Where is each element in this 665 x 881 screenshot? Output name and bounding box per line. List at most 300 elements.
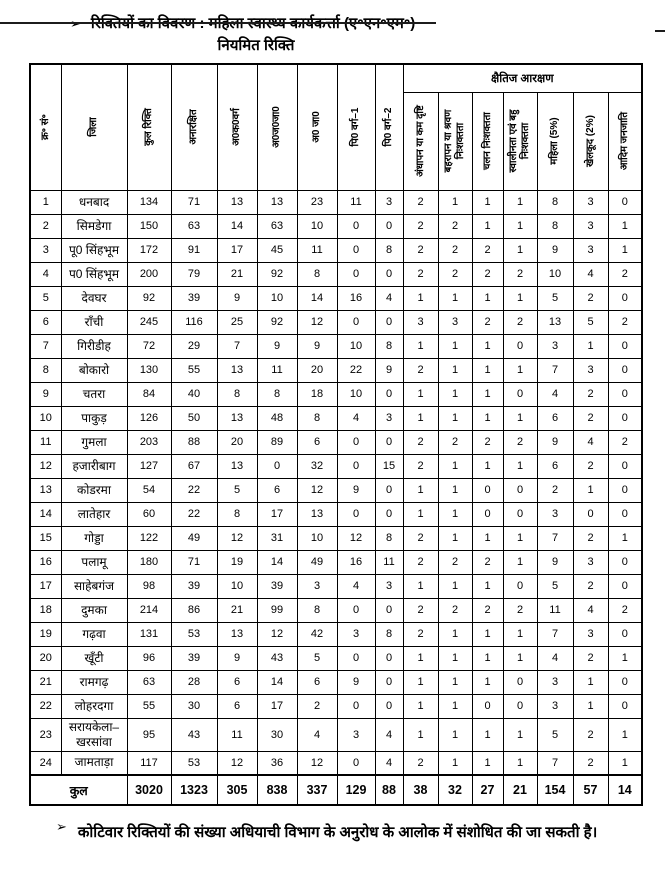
cell-value: 0 — [375, 502, 403, 526]
cell-value: 8 — [297, 406, 337, 430]
header-blindness-low-vision-label: अंधापन या कम दृष्टि — [414, 105, 426, 177]
cell-value: 1 — [438, 670, 472, 694]
cell-value: 11 — [217, 718, 257, 751]
cell-value: 0 — [375, 214, 403, 238]
cell-value: 116 — [171, 310, 217, 334]
cell-value: 126 — [127, 406, 171, 430]
cell-value: 1 — [503, 718, 537, 751]
header-women-5-percent — [537, 92, 573, 190]
cell-value: 131 — [127, 622, 171, 646]
cell-value: 0 — [337, 262, 375, 286]
cell-value: 18 — [297, 382, 337, 406]
cell-value: 2 — [503, 598, 537, 622]
cell-value: 10 — [297, 214, 337, 238]
cell-value: 2 — [297, 694, 337, 718]
cell-value: 2 — [403, 238, 438, 262]
header-backward-class-1 — [337, 64, 375, 190]
cell-value: 1 — [472, 622, 503, 646]
cell-value: 2 — [503, 310, 537, 334]
header-autism-multiple-disability — [503, 92, 537, 190]
header-deaf-hearing-disability-label: बहरापन या श्रवण निःशक्तता — [443, 109, 466, 173]
cell-value: 21 — [217, 262, 257, 286]
cell-value: 1 — [503, 190, 537, 214]
cell-district: राँची — [61, 310, 127, 334]
cell-value: 1 — [403, 646, 438, 670]
cell-value: 7 — [537, 526, 573, 550]
cell-value: 172 — [127, 238, 171, 262]
cell-value: 1 — [438, 382, 472, 406]
cell-value: 1 — [472, 334, 503, 358]
scan-artifact-line — [655, 30, 665, 32]
cell-value: 130 — [127, 358, 171, 382]
cell-serial: 9 — [30, 382, 61, 406]
cell-value: 92 — [127, 286, 171, 310]
cell-value: 22 — [171, 502, 217, 526]
total-value: 154 — [537, 775, 573, 805]
cell-value: 5 — [217, 478, 257, 502]
cell-value: 1 — [503, 286, 537, 310]
cell-value: 1 — [472, 406, 503, 430]
cell-value: 2 — [608, 430, 642, 454]
cell-value: 2 — [537, 478, 573, 502]
cell-value: 9 — [375, 358, 403, 382]
cell-value: 2 — [573, 574, 608, 598]
cell-district: प0 सिंहभूम — [61, 262, 127, 286]
cell-value: 88 — [171, 430, 217, 454]
arrow-bullet-icon — [70, 16, 81, 32]
cell-value: 16 — [337, 286, 375, 310]
cell-serial: 10 — [30, 406, 61, 430]
cell-value: 1 — [403, 574, 438, 598]
cell-value: 2 — [608, 598, 642, 622]
cell-serial: 19 — [30, 622, 61, 646]
table-row — [30, 502, 642, 526]
cell-value: 203 — [127, 430, 171, 454]
cell-value: 0 — [608, 502, 642, 526]
cell-value: 0 — [608, 574, 642, 598]
cell-serial: 6 — [30, 310, 61, 334]
cell-serial: 5 — [30, 286, 61, 310]
cell-value: 117 — [127, 751, 171, 775]
cell-district: धनबाद — [61, 190, 127, 214]
cell-value: 0 — [503, 574, 537, 598]
cell-value: 2 — [573, 751, 608, 775]
table-row — [30, 214, 642, 238]
cell-value: 2 — [438, 262, 472, 286]
cell-value: 1 — [472, 670, 503, 694]
cell-value: 1 — [438, 574, 472, 598]
cell-district: बोकारो — [61, 358, 127, 382]
cell-district: पलामू — [61, 550, 127, 574]
table-header — [30, 64, 642, 190]
cell-value: 30 — [257, 718, 297, 751]
cell-value: 11 — [537, 598, 573, 622]
cell-value: 1 — [573, 694, 608, 718]
cell-serial: 2 — [30, 214, 61, 238]
cell-value: 2 — [472, 238, 503, 262]
cell-value: 8 — [217, 382, 257, 406]
footer-text: कोटिवार रिक्तियों की संख्या अधियाची विभाग के अनुरोध के आलोक में संशोधित की जा सकती है। — [77, 824, 598, 841]
cell-value: 0 — [337, 694, 375, 718]
cell-value: 1 — [573, 334, 608, 358]
cell-serial: 13 — [30, 478, 61, 502]
cell-value: 1 — [438, 502, 472, 526]
cell-value: 3 — [537, 694, 573, 718]
cell-value: 4 — [375, 286, 403, 310]
cell-value: 0 — [337, 598, 375, 622]
cell-value: 22 — [171, 478, 217, 502]
cell-district: लोहरदगा — [61, 694, 127, 718]
cell-value: 1 — [403, 694, 438, 718]
cell-value: 0 — [608, 550, 642, 574]
cell-value: 89 — [257, 430, 297, 454]
cell-district: खूँटी — [61, 646, 127, 670]
table-row — [30, 478, 642, 502]
cell-value: 1 — [608, 238, 642, 262]
cell-value: 0 — [375, 262, 403, 286]
cell-value: 2 — [608, 310, 642, 334]
cell-value: 1 — [503, 406, 537, 430]
table-row — [30, 358, 642, 382]
cell-value: 39 — [171, 574, 217, 598]
cell-value: 180 — [127, 550, 171, 574]
cell-value: 22 — [337, 358, 375, 382]
cell-value: 1 — [573, 478, 608, 502]
cell-district: कोडरमा — [61, 478, 127, 502]
cell-value: 2 — [403, 454, 438, 478]
cell-value: 17 — [257, 694, 297, 718]
cell-value: 14 — [257, 550, 297, 574]
cell-value: 21 — [217, 598, 257, 622]
cell-value: 8 — [375, 526, 403, 550]
cell-value: 3 — [337, 718, 375, 751]
cell-value: 3 — [537, 334, 573, 358]
cell-value: 0 — [573, 502, 608, 526]
cell-value: 8 — [375, 238, 403, 262]
cell-value: 16 — [337, 550, 375, 574]
cell-value: 7 — [537, 358, 573, 382]
header-locomotor-disability — [472, 92, 503, 190]
cell-value: 4 — [375, 751, 403, 775]
cell-value: 0 — [608, 670, 642, 694]
cell-value: 12 — [257, 622, 297, 646]
total-value: 21 — [503, 775, 537, 805]
header-unreserved — [171, 64, 217, 190]
header-primitive-tribe — [608, 92, 642, 190]
cell-value: 55 — [171, 358, 217, 382]
cell-serial: 4 — [30, 262, 61, 286]
table-row — [30, 598, 642, 622]
cell-value: 2 — [503, 262, 537, 286]
cell-value: 2 — [472, 430, 503, 454]
cell-value: 1 — [503, 214, 537, 238]
cell-value: 25 — [217, 310, 257, 334]
cell-value: 1 — [438, 478, 472, 502]
cell-value: 12 — [217, 526, 257, 550]
cell-value: 11 — [297, 238, 337, 262]
cell-value: 1 — [503, 622, 537, 646]
cell-value: 1 — [403, 670, 438, 694]
cell-value: 1 — [503, 751, 537, 775]
cell-value: 4 — [573, 430, 608, 454]
cell-value: 48 — [257, 406, 297, 430]
header-backward-class-2-label: पि0 वर्ग–2 — [383, 107, 394, 147]
cell-value: 49 — [297, 550, 337, 574]
cell-value: 1 — [403, 286, 438, 310]
cell-value: 0 — [608, 694, 642, 718]
cell-value: 0 — [608, 358, 642, 382]
cell-value: 0 — [608, 478, 642, 502]
cell-value: 0 — [337, 646, 375, 670]
cell-value: 2 — [403, 262, 438, 286]
cell-value: 1 — [472, 190, 503, 214]
cell-value: 60 — [127, 502, 171, 526]
header-total-vacancy — [127, 64, 171, 190]
cell-value: 2 — [472, 550, 503, 574]
cell-value: 150 — [127, 214, 171, 238]
cell-value: 0 — [337, 502, 375, 526]
cell-value: 9 — [537, 238, 573, 262]
cell-value: 1 — [403, 334, 438, 358]
cell-value: 3 — [573, 358, 608, 382]
cell-value: 1 — [472, 286, 503, 310]
cell-value: 14 — [297, 286, 337, 310]
cell-value: 63 — [127, 670, 171, 694]
cell-value: 30 — [171, 694, 217, 718]
cell-value: 0 — [337, 430, 375, 454]
cell-value: 2 — [403, 430, 438, 454]
cell-value: 91 — [171, 238, 217, 262]
cell-serial: 16 — [30, 550, 61, 574]
cell-value: 245 — [127, 310, 171, 334]
table-row — [30, 406, 642, 430]
page-subtitle: नियमित रिक्ति — [217, 37, 295, 54]
cell-value: 71 — [171, 550, 217, 574]
cell-district: पाकुड़ — [61, 406, 127, 430]
cell-value: 2 — [438, 598, 472, 622]
cell-value: 9 — [337, 478, 375, 502]
table-row — [30, 310, 642, 334]
cell-value: 55 — [127, 694, 171, 718]
scan-artifact-line — [0, 22, 436, 24]
cell-value: 3 — [403, 310, 438, 334]
arrow-bullet-icon: ➢ — [56, 819, 67, 834]
cell-serial: 22 — [30, 694, 61, 718]
cell-value: 134 — [127, 190, 171, 214]
cell-value: 39 — [257, 574, 297, 598]
cell-value: 43 — [257, 646, 297, 670]
cell-value: 4 — [375, 718, 403, 751]
table-row — [30, 286, 642, 310]
cell-value: 2 — [573, 718, 608, 751]
total-value: 38 — [403, 775, 438, 805]
cell-value: 1 — [472, 718, 503, 751]
cell-value: 3 — [573, 238, 608, 262]
cell-value: 2 — [503, 430, 537, 454]
cell-district: पू0 सिंहभूम — [61, 238, 127, 262]
cell-value: 2 — [403, 190, 438, 214]
cell-value: 1 — [438, 358, 472, 382]
cell-serial: 18 — [30, 598, 61, 622]
cell-value: 2 — [573, 526, 608, 550]
cell-value: 32 — [297, 454, 337, 478]
cell-value: 1 — [403, 382, 438, 406]
cell-value: 2 — [403, 550, 438, 574]
cell-value: 8 — [537, 214, 573, 238]
cell-value: 71 — [171, 190, 217, 214]
cell-value: 95 — [127, 718, 171, 751]
cell-district: चतरा — [61, 382, 127, 406]
cell-value: 0 — [503, 694, 537, 718]
cell-value: 96 — [127, 646, 171, 670]
cell-value: 14 — [217, 214, 257, 238]
cell-value: 67 — [171, 454, 217, 478]
header-primitive-tribe-label: आदिम जनजाति — [618, 111, 630, 171]
cell-value: 1 — [403, 478, 438, 502]
cell-value: 2 — [438, 550, 472, 574]
cell-value: 9 — [217, 646, 257, 670]
cell-value: 10 — [217, 574, 257, 598]
cell-value: 10 — [257, 286, 297, 310]
cell-value: 4 — [573, 262, 608, 286]
cell-serial: 7 — [30, 334, 61, 358]
total-value: 57 — [573, 775, 608, 805]
cell-value: 0 — [375, 694, 403, 718]
cell-value: 2 — [403, 214, 438, 238]
cell-value: 1 — [472, 382, 503, 406]
cell-value: 79 — [171, 262, 217, 286]
cell-value: 10 — [337, 382, 375, 406]
header-backward-class-2 — [375, 64, 403, 190]
cell-value: 1 — [503, 550, 537, 574]
total-value: 14 — [608, 775, 642, 805]
cell-value: 13 — [217, 406, 257, 430]
cell-district: गुमला — [61, 430, 127, 454]
cell-value: 8 — [297, 598, 337, 622]
cell-value: 1 — [438, 718, 472, 751]
header-deaf-hearing-disability — [438, 92, 472, 190]
table-footer — [30, 775, 642, 805]
cell-value: 63 — [171, 214, 217, 238]
header-serial-number — [30, 64, 61, 190]
cell-value: 49 — [171, 526, 217, 550]
cell-value: 8 — [375, 334, 403, 358]
cell-value: 28 — [171, 670, 217, 694]
cell-value: 0 — [472, 502, 503, 526]
cell-value: 5 — [537, 574, 573, 598]
table-row — [30, 454, 642, 478]
cell-serial: 17 — [30, 574, 61, 598]
cell-value: 1 — [438, 454, 472, 478]
header-women-5-percent-label: महिला (5%) — [549, 117, 560, 165]
cell-value: 1 — [403, 406, 438, 430]
cell-value: 2 — [403, 598, 438, 622]
cell-value: 0 — [503, 382, 537, 406]
cell-value: 2 — [438, 430, 472, 454]
cell-value: 40 — [171, 382, 217, 406]
header-scheduled-tribe-label: अ0ज0जा0 — [271, 106, 282, 149]
cell-value: 2 — [403, 622, 438, 646]
cell-value: 1 — [608, 751, 642, 775]
cell-value: 17 — [217, 238, 257, 262]
table-row — [30, 382, 642, 406]
cell-value: 19 — [217, 550, 257, 574]
cell-value: 86 — [171, 598, 217, 622]
cell-value: 1 — [438, 694, 472, 718]
table-row — [30, 550, 642, 574]
total-label: कुल — [30, 775, 127, 805]
cell-value: 1 — [403, 502, 438, 526]
cell-value: 7 — [537, 751, 573, 775]
cell-value: 2 — [472, 310, 503, 334]
header-ews-category — [217, 64, 257, 190]
cell-district: सरायकेला–खरसांवा — [61, 718, 127, 751]
cell-value: 1 — [608, 526, 642, 550]
cell-value: 31 — [257, 526, 297, 550]
scanned-document-page — [0, 13, 665, 848]
cell-value: 2 — [573, 406, 608, 430]
header-district — [61, 64, 127, 190]
cell-value: 0 — [608, 406, 642, 430]
cell-district: गढ़वा — [61, 622, 127, 646]
cell-value: 0 — [608, 190, 642, 214]
cell-serial: 15 — [30, 526, 61, 550]
total-value: 337 — [297, 775, 337, 805]
header-horizontal-reservation-group: क्षैतिज आरक्षण — [403, 64, 642, 92]
cell-value: 9 — [217, 286, 257, 310]
cell-value: 17 — [257, 502, 297, 526]
cell-value: 23 — [297, 190, 337, 214]
cell-value: 1 — [438, 751, 472, 775]
cell-value: 12 — [217, 751, 257, 775]
total-value: 27 — [472, 775, 503, 805]
cell-value: 5 — [537, 286, 573, 310]
cell-value: 1 — [503, 646, 537, 670]
cell-value: 4 — [573, 598, 608, 622]
cell-district: गोड्डा — [61, 526, 127, 550]
table-row — [30, 751, 642, 775]
cell-value: 1 — [438, 526, 472, 550]
cell-value: 36 — [257, 751, 297, 775]
cell-value: 3 — [375, 574, 403, 598]
cell-value: 1 — [503, 238, 537, 262]
header-unreserved-label: अनारक्षित — [188, 109, 199, 145]
cell-value: 0 — [337, 238, 375, 262]
cell-value: 214 — [127, 598, 171, 622]
table-row — [30, 574, 642, 598]
total-value: 32 — [438, 775, 472, 805]
cell-serial: 1 — [30, 190, 61, 214]
cell-value: 45 — [257, 238, 297, 262]
cell-value: 50 — [171, 406, 217, 430]
cell-value: 0 — [375, 670, 403, 694]
cell-value: 1 — [438, 646, 472, 670]
cell-value: 20 — [217, 430, 257, 454]
cell-district: गिरीडीह — [61, 334, 127, 358]
table-row — [30, 718, 642, 751]
cell-value: 9 — [537, 430, 573, 454]
cell-value: 11 — [375, 550, 403, 574]
cell-value: 53 — [171, 751, 217, 775]
cell-value: 0 — [608, 286, 642, 310]
cell-value: 13 — [217, 622, 257, 646]
cell-value: 0 — [375, 646, 403, 670]
total-value: 129 — [337, 775, 375, 805]
total-value: 838 — [257, 775, 297, 805]
cell-value: 0 — [337, 454, 375, 478]
cell-value: 2 — [573, 286, 608, 310]
cell-value: 11 — [257, 358, 297, 382]
